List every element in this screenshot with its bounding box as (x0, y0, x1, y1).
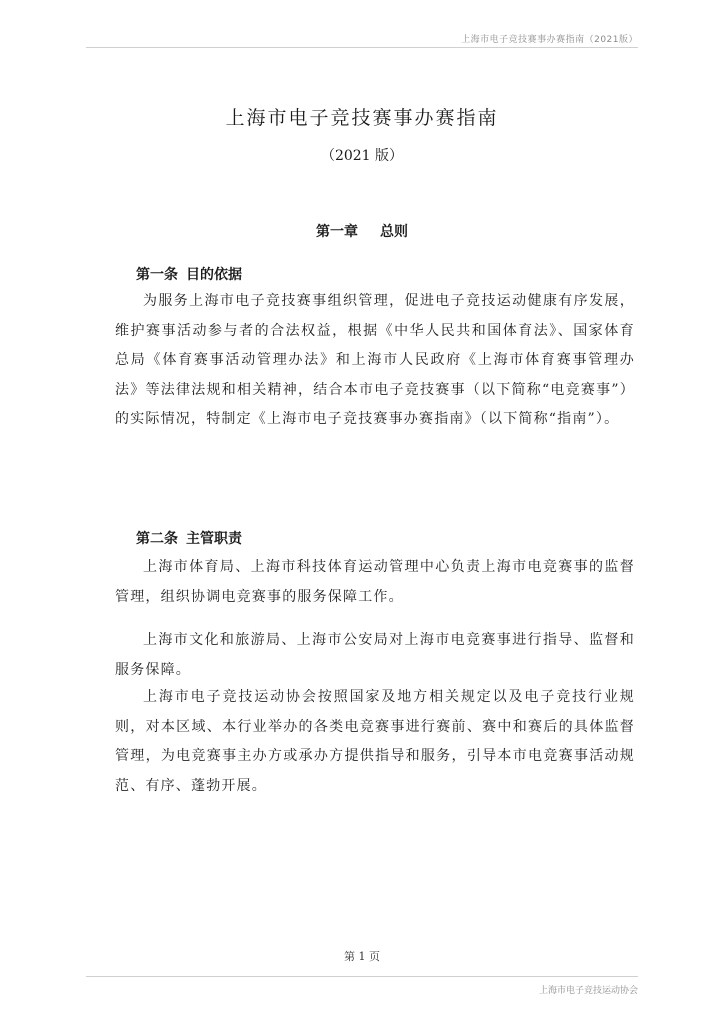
document-edition: （2021 版） (320, 148, 404, 164)
article-paragraph: 上海市电子竞技运动协会按照国家及地方相关规定以及电子竞技行业规则，对本区域、本行业举办的各类电竞赛事进行赛前、赛中和赛后的具体监督管理，为电竞赛事主办方或承办方提供指导和服务，引导本市电竞赛事活动规范、有序、蓬勃开展。 (115, 689, 635, 794)
article-number: 第二条 (136, 531, 178, 547)
article-paragraph: 为服务上海市电子竞技赛事组织管理，促进电子竞技运动健康有序发展，维护赛事活动参与者的合法权益，根据《中华人民共和国体育法》、国家体育总局《体育赛事活动管理办法》和上海市人民政府《上海市体育赛事管理办法》等法律法规和相关精神，结合本市电子竞技赛事（以下简称“电竞赛事”）的实际情况，特制定《上海市电子竞技赛事办赛指南》（以下简称“指南”）。 (115, 293, 635, 427)
article-heading (136, 528, 242, 548)
article-title: 目的依据 (186, 267, 242, 283)
article-title: 主管职责 (186, 531, 242, 547)
chapter-heading (0, 221, 724, 241)
header-divider (86, 47, 638, 48)
document-title: 上海市电子竞技赛事办赛指南 (225, 107, 499, 129)
page-number: 第 1 页 (344, 950, 380, 963)
chapter-number: 第一章 (316, 224, 358, 240)
running-header-title: 上海市电子竞技赛事办赛指南（2021版） (461, 35, 638, 45)
article-number: 第一条 (136, 267, 178, 283)
article-heading (136, 264, 242, 284)
chapter-name: 总则 (380, 224, 408, 240)
article-paragraph: 上海市体育局、上海市科技体育运动管理中心负责上海市电竞赛事的监督管理，组织协调电竞赛事的服务保障工作。 (115, 559, 635, 605)
article-paragraph: 上海市文化和旅游局、上海市公安局对上海市电竞赛事进行指导、监督和服务保障。 (115, 632, 635, 678)
footer-divider (86, 976, 638, 977)
footer-organization: 上海市电子竞技运动协会 (538, 986, 638, 996)
